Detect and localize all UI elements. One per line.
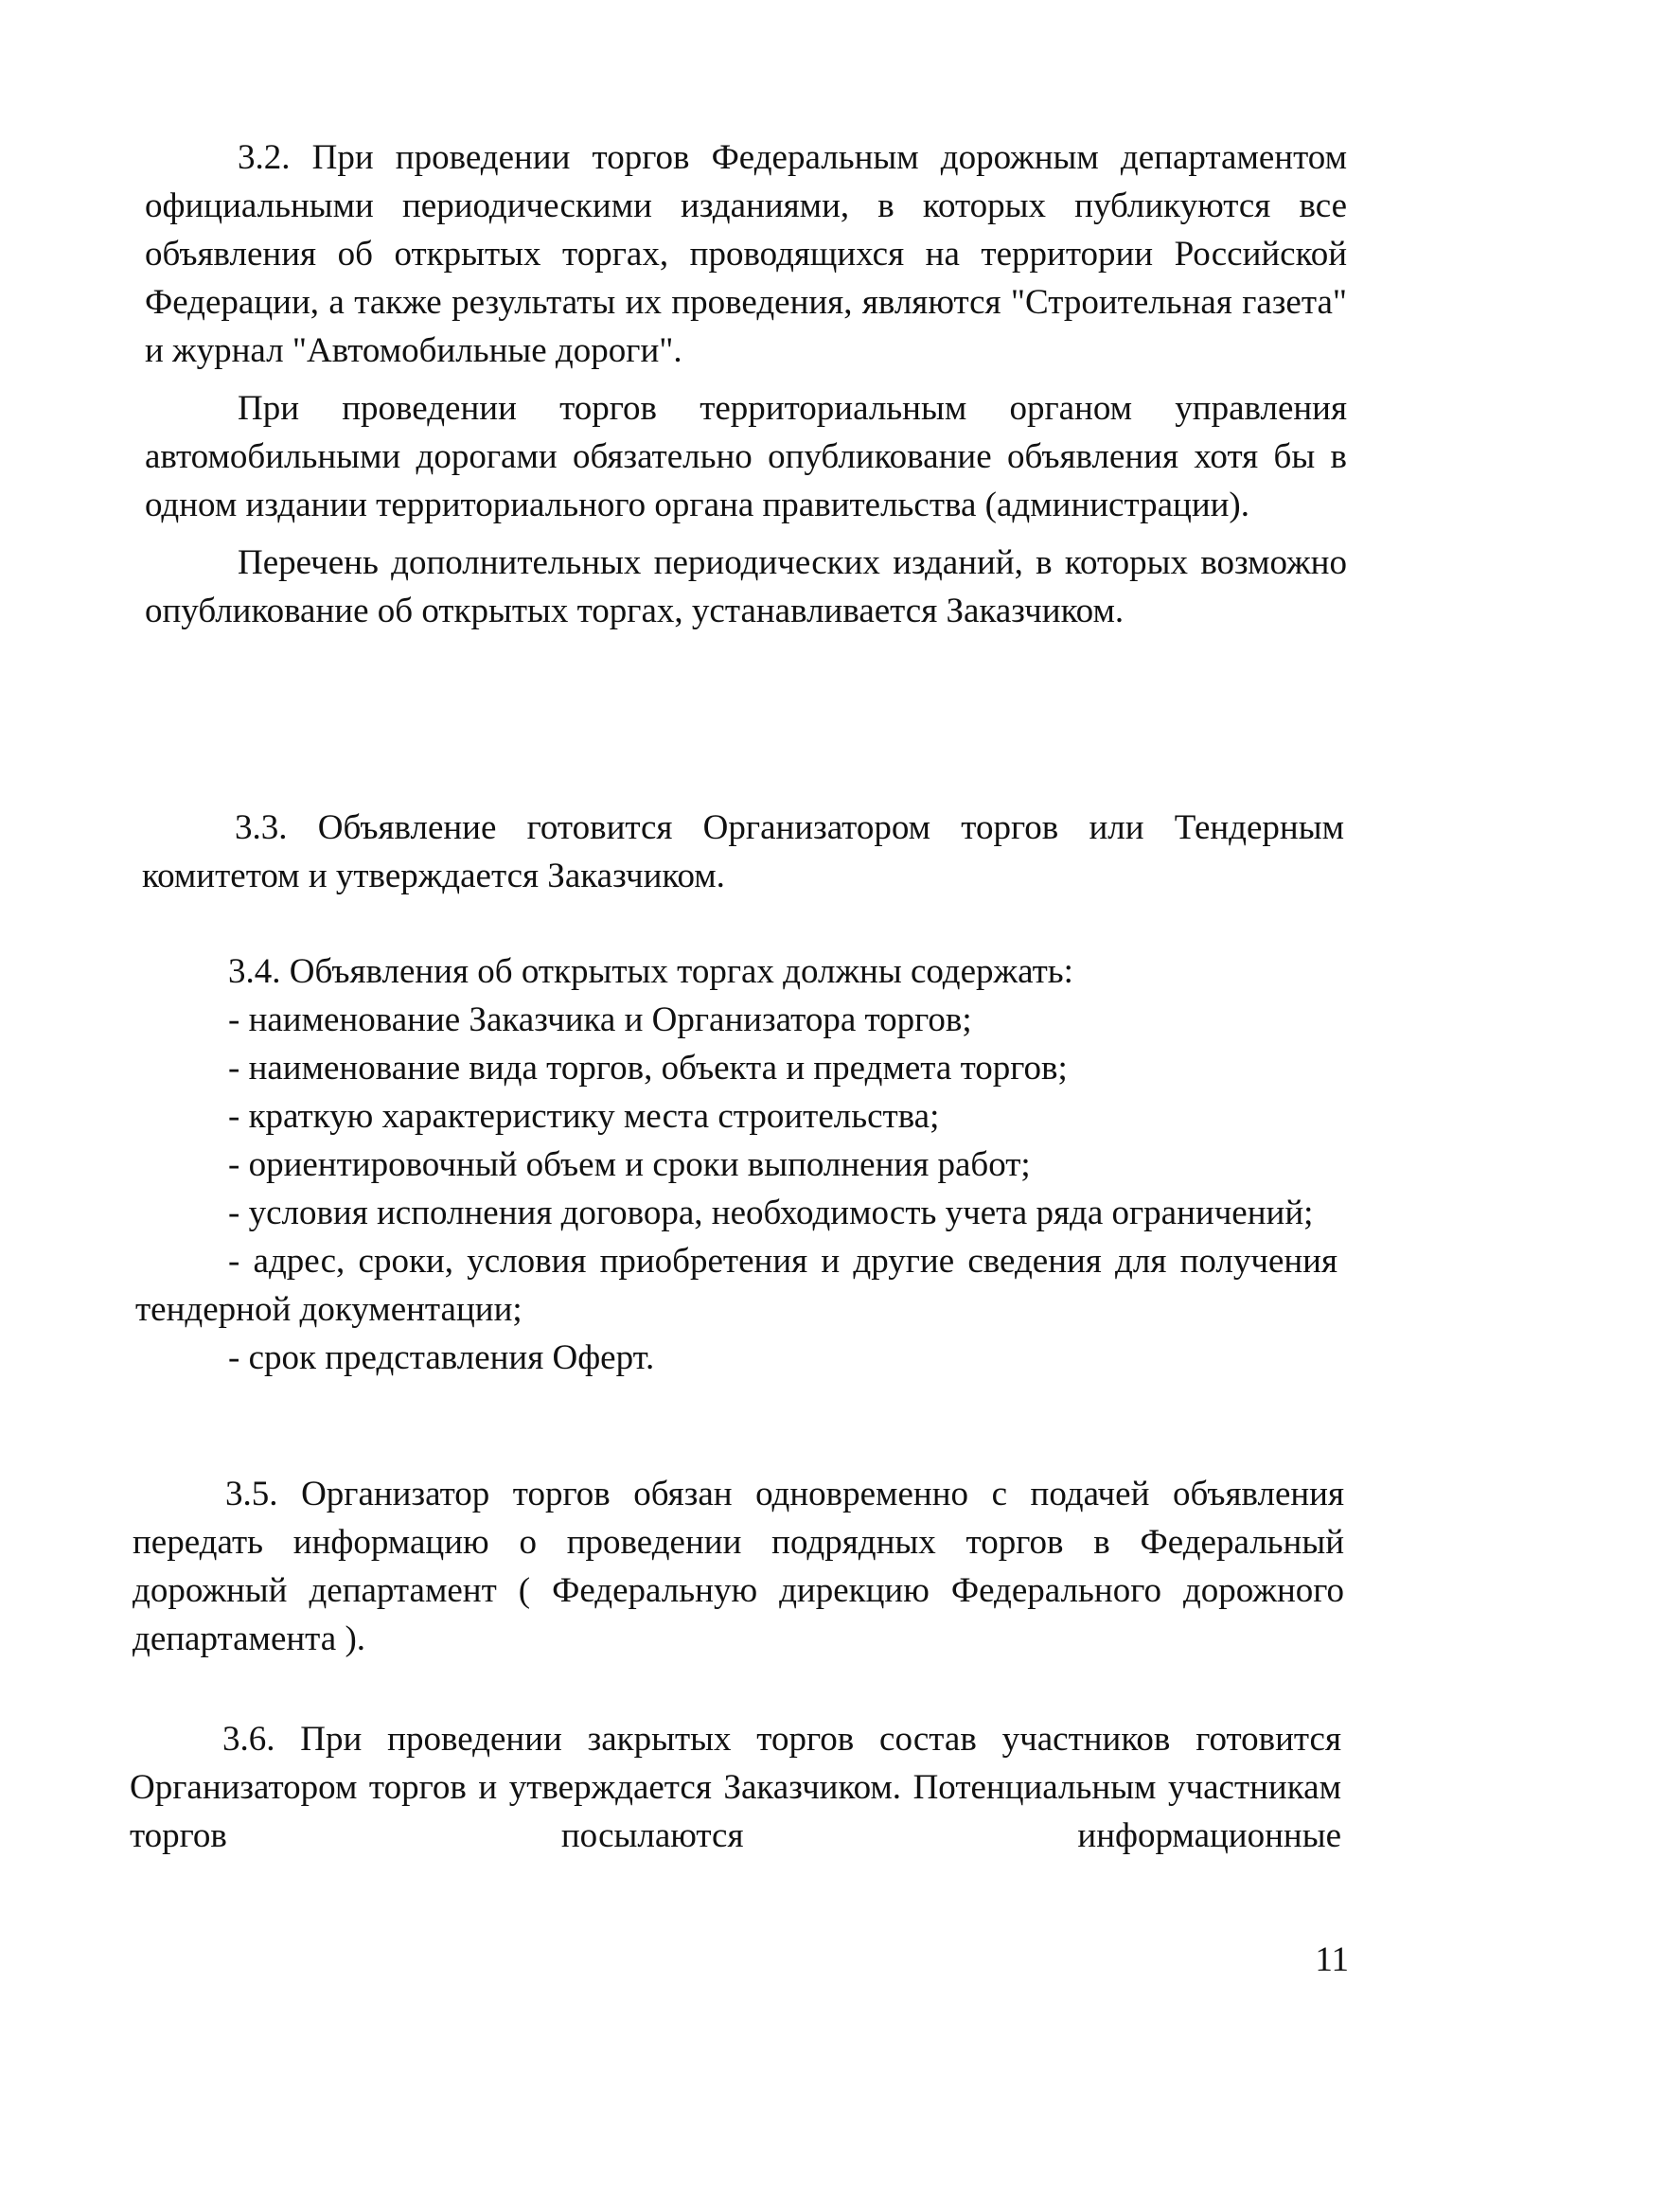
paragraph-3-5-notification: 3.5. Организатор торгов обязан одновременно с подачей объявления передать информацию о проведении подрядных торгов в Федеральный дорожный департамент ( Федеральную дирекцию Федерального дорожного департамента ). <box>133 1475 1344 1658</box>
section-3-4 <box>135 947 1337 1382</box>
list-item: - срок представления Оферт. <box>228 1338 655 1377</box>
paragraph-3-2-official-publications: 3.2. При проведении торгов Федеральным дорожным департаментом официальными периодическими изданиями, в которых публикуются все объявления об открытых торгах, проводящихся на территории Российской Федерации, а также результаты их проведения, являются "Строительная газета" и журнал "Автомобильные дороги". <box>145 138 1347 370</box>
announcement-contents-list <box>135 996 1337 1382</box>
paragraph-3-2-territorial-publication: При проведении торгов территориальным органом управления автомобильными дорогами обязательно опубликование объявления хотя бы в одном издании территориального органа правительства (администрации). <box>145 389 1347 524</box>
section-3-5 <box>133 1470 1344 1663</box>
list-item: - краткую характеристику места строительства; <box>228 1097 940 1136</box>
section-3-6 <box>130 1715 1341 1860</box>
section-3-3 <box>142 804 1344 900</box>
list-item: - наименование Заказчика и Организатора торгов; <box>228 1000 972 1039</box>
list-item: - условия исполнения договора, необходимость учета ряда ограничений; <box>228 1194 1314 1232</box>
page-number: 11 <box>1315 1940 1349 1979</box>
paragraph-3-3-announcement: 3.3. Объявление готовится Организатором торгов или Тендерным комитетом и утверждается Заказчиком. <box>142 808 1344 895</box>
list-item: - адрес, сроки, условия приобретения и другие сведения для получения тендерной документации; <box>135 1242 1337 1329</box>
list-item: - ориентировочный объем и сроки выполнения работ; <box>228 1145 1031 1184</box>
section-3-2 <box>145 133 1347 635</box>
paragraph-3-2-additional-publications: Перечень дополнительных периодических изданий, в которых возможно опубликование об открытых торгах, устанавливается Заказчиком. <box>145 543 1347 630</box>
paragraph-3-6-closed-tenders: 3.6. При проведении закрытых торгов состав участников готовится Организатором торгов и утверждается Заказчиком. Потенциальным участникам торгов посылаются информационные <box>130 1720 1341 1855</box>
paragraph-3-4-intro: 3.4. Объявления об открытых торгах должны содержать: <box>228 952 1073 991</box>
list-item: - наименование вида торгов, объекта и предмета торгов; <box>228 1049 1068 1088</box>
